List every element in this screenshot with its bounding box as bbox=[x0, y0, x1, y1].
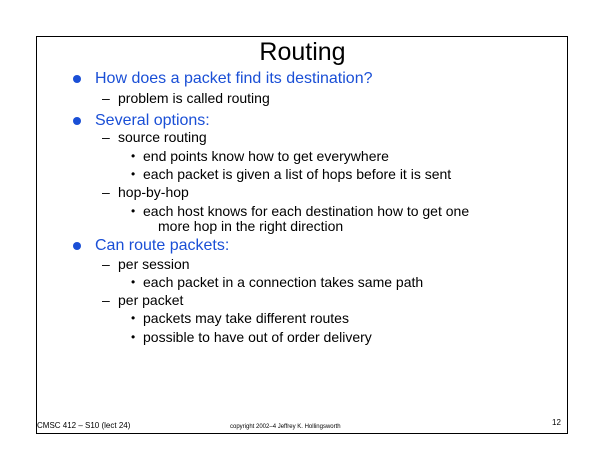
slide-title: Routing bbox=[259, 38, 346, 66]
dash-1-1-icon: – bbox=[102, 90, 110, 106]
footer-course: CMSC 412 – S10 (lect 24) bbox=[37, 421, 131, 430]
point-2-sub-2: hop-by-hop bbox=[118, 184, 189, 200]
slide-frame bbox=[36, 36, 568, 434]
point-2-sub-1: source routing bbox=[118, 129, 207, 145]
dash-3-1-icon: – bbox=[102, 256, 110, 272]
dot-2-1-2-icon: • bbox=[131, 167, 136, 181]
dot-2-2-1-icon: • bbox=[131, 204, 136, 218]
point-2-sub-2-item-1: each host knows for each destination how to get one bbox=[143, 203, 470, 219]
point-2-sub-2-item-2: more hop in the right direction bbox=[158, 218, 344, 234]
point-1: How does a packet find its destination? bbox=[95, 70, 373, 87]
dot-3-1-1-icon: • bbox=[131, 275, 136, 289]
point-3-sub-1: per session bbox=[118, 256, 190, 272]
bullet-2-icon bbox=[73, 117, 81, 125]
footer-page-number: 12 bbox=[552, 418, 561, 427]
dot-3-2-2-icon: • bbox=[131, 330, 136, 344]
point-2-sub-1-item-1: end points know how to get everywhere bbox=[143, 148, 389, 164]
dash-3-2-icon: – bbox=[102, 292, 110, 308]
point-3-sub-2: per packet bbox=[118, 292, 184, 308]
point-1-sub-1: problem is called routing bbox=[118, 90, 270, 106]
point-3-sub-2-item-1: packets may take different routes bbox=[143, 310, 349, 326]
bullet-1-icon bbox=[73, 75, 81, 83]
point-3-sub-2-item-2: possible to have out of order delivery bbox=[143, 329, 372, 345]
dot-3-2-1-icon: • bbox=[131, 311, 136, 325]
point-3: Can route packets: bbox=[95, 237, 230, 254]
dash-2-1-icon: – bbox=[102, 129, 110, 145]
point-3-sub-1-item-1: each packet in a connection takes same path bbox=[143, 274, 424, 290]
dot-2-1-1-icon: • bbox=[131, 149, 136, 163]
footer-copyright: copyright 2002–4 Jeffrey K. Hollingsworth bbox=[230, 424, 341, 430]
point-2-sub-1-item-2: each packet is given a list of hops before it is sent bbox=[143, 166, 452, 182]
dash-2-2-icon: – bbox=[102, 184, 110, 200]
bullet-3-icon bbox=[73, 242, 81, 250]
point-2: Several options: bbox=[95, 112, 210, 129]
